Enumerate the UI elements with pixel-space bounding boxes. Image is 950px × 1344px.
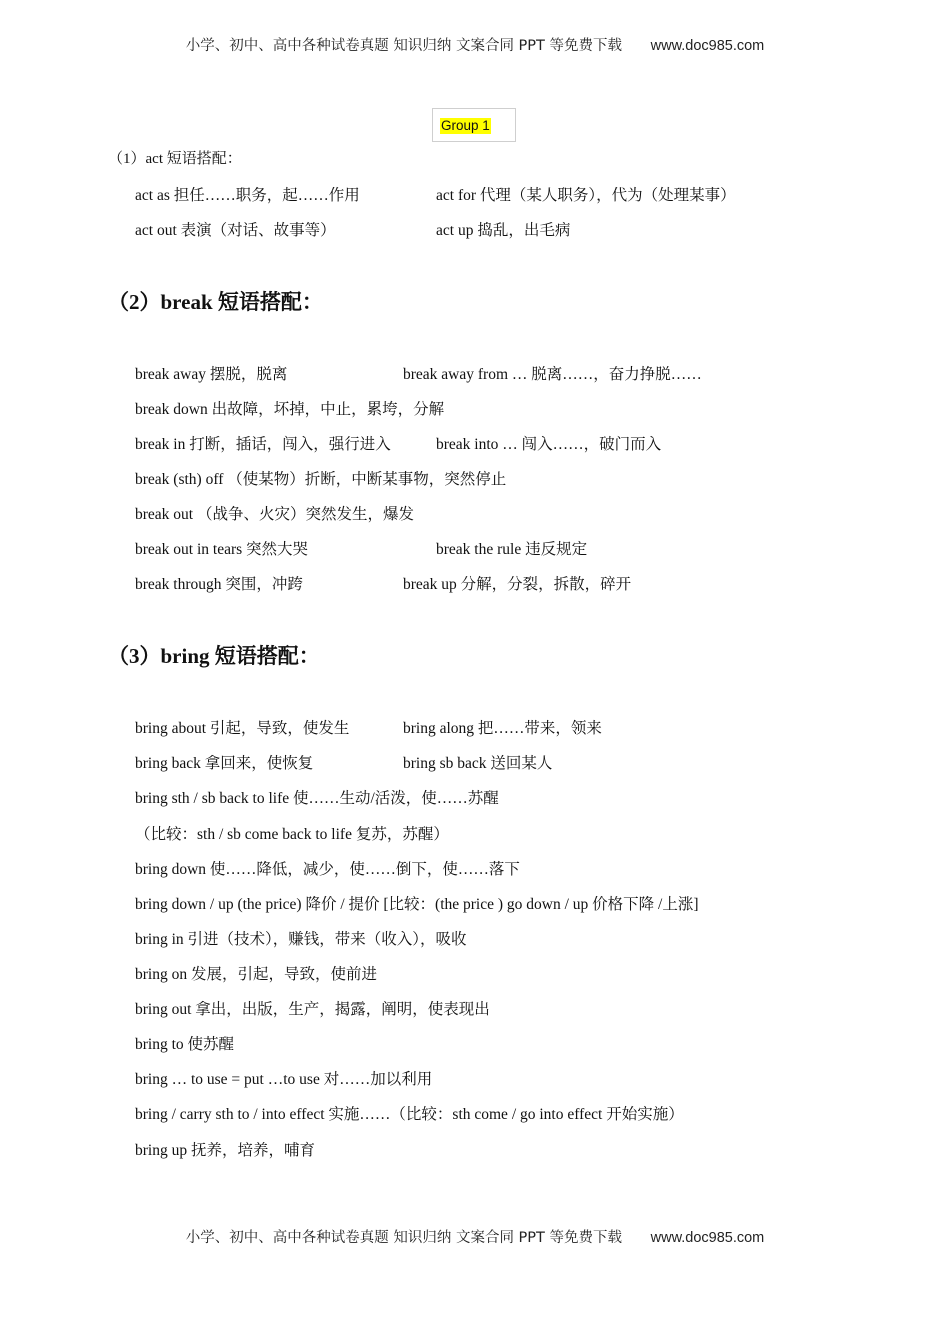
phrase-entry: bring / carry sth to / into effect 实施……（比较：sth come / go into effect 开始实施）: [135, 1106, 684, 1123]
section-2-heading: （2）break 短语搭配：: [108, 290, 323, 314]
section-3-heading: （3）bring 短语搭配：: [108, 644, 320, 668]
phrase-entry: break out in tears 突然大哭: [135, 541, 309, 558]
phrase-entry: bring … to use = put …to use 对……加以利用: [135, 1071, 433, 1088]
phrase-entry: break the rule 违反规定: [436, 541, 588, 558]
phrase-entry: act up 捣乱，出毛病: [436, 222, 571, 239]
phrase-entry: break away from … 脱离……，奋力挣脱……: [403, 366, 702, 383]
phrase-entry: break (sth) off （使某物）折断，中断某事物，突然停止: [135, 471, 507, 488]
page-header: [0, 34, 950, 55]
phrase-entry: bring out 拿出，出版，生产，揭露，阐明，使表现出: [135, 1001, 490, 1018]
phrase-entry: act for 代理（某人职务），代为（处理某事）: [436, 187, 736, 204]
phrase-entry: break through 突围，冲跨: [135, 576, 303, 593]
header-text: 小学、初中、高中各种试卷真题 知识归纳 文案合同 PPT 等免费下载: [185, 38, 623, 54]
page-footer: [0, 1226, 950, 1247]
footer-url[interactable]: www.doc985.com: [650, 1230, 765, 1246]
phrase-entry: bring back 拿回来，使恢复: [135, 755, 314, 772]
phrase-entry: （比较：sth / sb come back to life 复苏，苏醒）: [135, 826, 449, 843]
phrase-entry: act as 担任……职务，起……作用: [135, 187, 360, 204]
phrase-entry: act out 表演（对话、故事等）: [135, 222, 336, 239]
footer-text: 小学、初中、高中各种试卷真题 知识归纳 文案合同 PPT 等免费下载: [185, 1230, 623, 1246]
phrase-entry: bring on 发展，引起，导致，使前进: [135, 966, 377, 983]
phrase-entry: break up 分解，分裂，拆散，碎开: [403, 576, 632, 593]
phrase-entry: bring down 使……降低，减少，使……倒下，使……落下: [135, 861, 520, 878]
phrase-entry: break out （战争、火灾）突然发生，爆发: [135, 506, 414, 523]
phrase-entry: break in 打断，插话，闯入，强行进入: [135, 436, 391, 453]
phrase-entry: bring in 引进（技术），赚钱，带来（收入），吸收: [135, 931, 467, 948]
section-1-heading: （1）act 短语搭配：: [108, 151, 242, 167]
header-url[interactable]: www.doc985.com: [650, 38, 765, 54]
group-label: Group 1: [441, 118, 490, 133]
phrase-entry: bring along 把……带来，领来: [403, 720, 602, 737]
phrase-entry: bring up 抚养，培养，哺育: [135, 1142, 315, 1159]
phrase-entry: break into … 闯入……，破门而入: [436, 436, 662, 453]
phrase-entry: bring sth / sb back to life 使……生动/活泼，使……苏醒: [135, 790, 499, 807]
phrase-entry: bring to 使苏醒: [135, 1036, 235, 1053]
phrase-entry: break down 出故障，坏掉，中止，累垮，分解: [135, 401, 445, 418]
phrase-entry: bring sb back 送回某人: [403, 755, 553, 772]
phrase-entry: break away 摆脱，脱离: [135, 366, 288, 383]
phrase-entry: bring about 引起，导致，使发生: [135, 720, 350, 737]
phrase-entry: bring down / up (the price) 降价 / 提价 [比较：(the price ) go down / up 价格下降 /上涨]: [135, 896, 699, 913]
group-label-box: [432, 108, 516, 142]
